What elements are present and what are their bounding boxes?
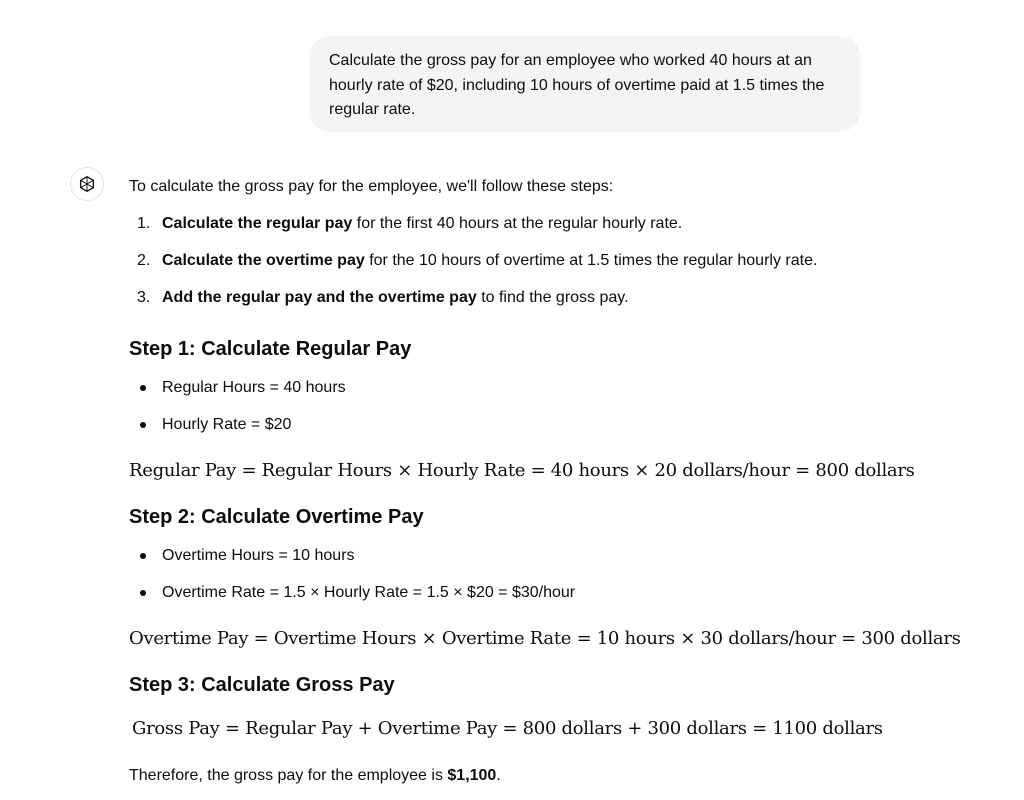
conclusion-prefix: Therefore, the gross pay for the employee is [129, 767, 448, 784]
user-message-bubble [309, 36, 861, 132]
step-item [162, 251, 817, 271]
overtime-pay-equation: Overtime Pay = Overtime Hours × Overtime Rate = 10 hours × 30 dollars/hour = 300 dollars [129, 628, 961, 649]
step-bold: Add the regular pay and the overtime pay [162, 289, 477, 306]
step2-heading: Step 2: Calculate Overtime Pay [129, 506, 424, 528]
step-item [162, 214, 682, 234]
step3-heading: Step 3: Calculate Gross Pay [129, 674, 395, 696]
openai-logo-icon [77, 174, 97, 194]
bullet-dot [140, 553, 146, 559]
gross-pay-equation: Gross Pay = Regular Pay + Overtime Pay = 800 dollars + 300 dollars = 1100 dollars [132, 718, 883, 739]
assistant-avatar [70, 167, 104, 201]
step-rest: for the 10 hours of overtime at 1.5 times the regular hourly rate. [364, 252, 818, 269]
list-item: Overtime Hours = 10 hours [162, 547, 355, 564]
step-item [162, 288, 629, 308]
step-number: 3. [137, 289, 151, 306]
user-message-text: Calculate the gross pay for an employee who worked 40 hours at an hourly rate of $20, including 10 hours of overtime paid at 1.5 times the regular rate. [329, 52, 825, 118]
assistant-intro: To calculate the gross pay for the employee, we'll follow these steps: [129, 178, 614, 195]
list-item: Overtime Rate = 1.5 × Hourly Rate = 1.5 × $20 = $30/hour [162, 584, 576, 601]
step-number: 2. [137, 252, 151, 269]
step-rest: to find the gross pay. [476, 289, 629, 306]
conclusion [129, 766, 501, 786]
step1-heading: Step 1: Calculate Regular Pay [129, 338, 412, 360]
conclusion-suffix: . [496, 767, 501, 784]
step-bold: Calculate the regular pay [162, 215, 353, 232]
step-rest: for the first 40 hours at the regular hourly rate. [352, 215, 683, 232]
step-bold: Calculate the overtime pay [162, 252, 365, 269]
step-number: 1. [137, 215, 151, 232]
bullet-dot [140, 590, 146, 596]
conclusion-value: $1,100 [447, 767, 497, 784]
bullet-dot [140, 422, 146, 428]
list-item: Hourly Rate = $20 [162, 416, 292, 433]
bullet-dot [140, 385, 146, 391]
list-item: Regular Hours = 40 hours [162, 379, 346, 396]
regular-pay-equation: Regular Pay = Regular Hours × Hourly Rate = 40 hours × 20 dollars/hour = 800 dollars [129, 460, 915, 481]
